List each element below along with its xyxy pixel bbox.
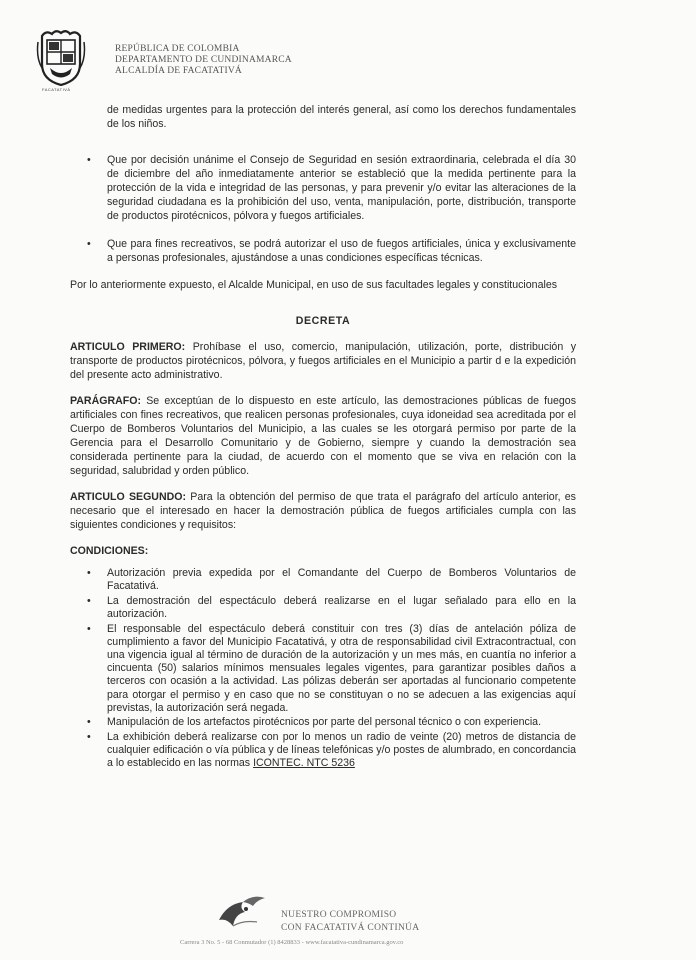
footer-slogan-line2: CON FACATATIVÁ CONTINÚA [281, 923, 420, 933]
bullet-icon: • [87, 716, 91, 729]
consideration-text: de medidas urgentes para la protección del interés general, así como los derechos fundamentales de los niños. [107, 104, 576, 130]
municipal-crest-icon [36, 28, 86, 86]
consideration-continuation [70, 103, 576, 131]
article-second-text: Para la obtención del permiso de que trata el parágrafo del artículo anterior, es necesario que el interesado en hacer la demostración pública de fuegos artificiales cumpla con las siguientes condiciones y requisitos: [70, 491, 576, 531]
condition-item [70, 623, 576, 715]
crest-caption: FACATATIVÁ [42, 87, 71, 92]
consideration-item [70, 237, 576, 265]
consideration-text: Que para fines recreativos, se podrá autorizar el uso de fuegos artificiales, única y exclusivamente a personas profesionales, ajustándose a unas condiciones específicas técnicas. [107, 238, 576, 264]
consideration-text: Que por decisión unánime el Consejo de Seguridad en sesión extraordinaria, celebrada el día 30 de diciembre del año inmediatamente anterior se estableció que la medida pertinente para la protección de la vida e integridad de las personas, y para prevenir y/o evitar las alteraciones de la seguridad ciudadana es la prohibición del uso, venta, manipulación, porte, distribución, transporte de productos pirotécnicos, pólvora y fuegos artificiales. [107, 154, 576, 222]
bullet-icon: • [87, 567, 91, 579]
condition-item [70, 716, 576, 729]
decreta-heading: DECRETA [295, 315, 351, 327]
condition-item [70, 567, 576, 593]
paragraph-exception [70, 394, 576, 478]
article-first-text: Prohíbase el uso, comercio, manipulación, utilización, porte, distribución y transporte de productos pirotécnicos, pólvora, y fuegos artificiales en el Municipio a partir d e la expedición del presente acto administrativo. [70, 341, 577, 381]
bullet-icon: • [87, 238, 91, 250]
closing-paragraph: Por lo anteriormente expuesto, el Alcalde Municipal, en uso de sus facultades legales y constitucionales [70, 279, 558, 291]
article-first [70, 340, 576, 382]
paragraph-label: PARÁGRAFO: [70, 395, 142, 407]
condition-text: Manipulación de los artefactos pirotécnicos por parte del personal técnico o con experiencia. [107, 716, 542, 729]
bullet-icon: • [87, 622, 91, 635]
footer-emblem-icon [213, 890, 277, 930]
document-body [70, 103, 576, 772]
letterhead [115, 44, 292, 77]
bullet-icon: • [87, 731, 91, 743]
paragraph-text: Se exceptúan de lo dispuesto en este artículo, las demostraciones públicas de fuegos artificiales con fines recreativos, que realicen personas profesionales, cuya idoneidad sea acreditada por el Cuerpo de Bomberos Voluntarios del Municipio, a las cuales se les otorgará permiso por parte de la Gerencia para el Desarrollo Comunitario y de Gobierno, siempre y cuando la demostración sea considerada pertinente para la ciudad, de acuerdo con el momento que se viva en relación con la seguridad, salubridad y orden público. [70, 395, 576, 477]
article-second [70, 490, 576, 532]
article-second-label: ARTICULO SEGUNDO: [70, 491, 187, 503]
condition-item [70, 731, 576, 771]
article-first-label: ARTICULO PRIMERO: [70, 341, 186, 353]
considerations-list [70, 103, 576, 265]
footer-address: Carrera 3 No. 5 - 68 Conmutador (1) 8428833 - www.facatativa-cundinamarca.gov.co [180, 939, 404, 946]
icontec-norm: ICONTEC. NTC 5236 [253, 757, 355, 770]
conditions-heading: CONDICIONES: [70, 545, 149, 557]
bullet-icon: • [87, 594, 91, 607]
condition-text: Autorización previa expedida por el Comandante del Cuerpo de Bomberos Voluntarios de Facatativá. [107, 567, 576, 593]
footer-slogan-line1: NUESTRO COMPROMISO [281, 910, 397, 920]
conditions-list [70, 567, 576, 771]
letterhead-republic: REPÚBLICA DE COLOMBIA [115, 44, 240, 54]
condition-text: La demostración del espectáculo deberá realizarse en el lugar señalado para ello en la autorización. [107, 594, 576, 620]
consideration-item [70, 153, 576, 223]
condition-item [70, 595, 576, 621]
letterhead-department: DEPARTAMENTO DE CUNDINAMARCA [115, 55, 292, 65]
condition-text: El responsable del espectáculo deberá constituir con tres (3) días de antelación póliza de cumplimiento a favor del Municipio Facatativá, y otra de responsabilidad civil Extracontractual, con una vigencia igual al término de duración de la autorización y un mes más, en cuantía no inferior a cincuenta (50) salarios mínimos mensuales legales vigentes, para garantizar posibles daños a terceros con ocasión a la actividad. Las pólizas deberán ser aportadas al funcionario competente para otorgar el permiso y en caso que no se constituyan o no se adecuen a las exigencias aquí previstas, la autorización será negada. [107, 622, 576, 714]
footer-slogan [281, 909, 419, 935]
bullet-icon: • [87, 154, 91, 166]
letterhead-municipality: ALCALDÍA DE FACATATIVÁ [115, 66, 242, 76]
condition-text: La exhibición deberá realizarse con por lo menos un radio de veinte (20) metros de distancia de cualquier edificación o vía pública y de líneas telefónicas y/o postes de alumbrado, en concordancia a lo establecido en las normas [107, 731, 576, 770]
